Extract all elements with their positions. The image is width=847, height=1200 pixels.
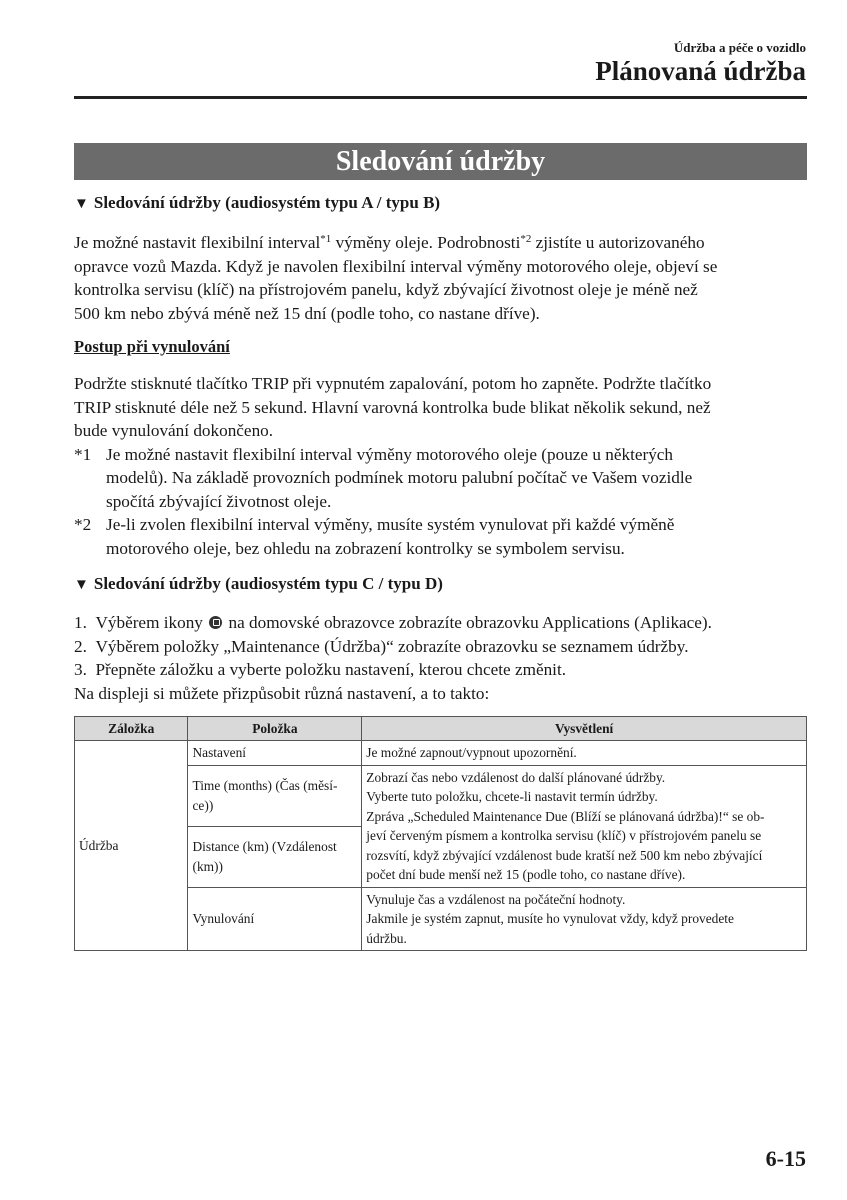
step-number: 1. — [74, 613, 87, 632]
desc-line: rozsvítí, když zbývající vzdálenost bude kratší než 500 km nebo zbývající — [366, 847, 763, 863]
footnote-ref: *2 — [520, 233, 532, 245]
column-header: Vysvětlení — [362, 717, 807, 741]
step-1 — [74, 611, 809, 635]
item-cell — [188, 765, 362, 826]
item-line: ce)) — [192, 797, 214, 813]
column-header: Položka — [188, 717, 362, 741]
intro-line: kontrolka servisu (klíč) na přístrojovém panelu, když zbývající životnost oleje je méně než — [74, 280, 698, 299]
maintenance-settings-table — [74, 716, 807, 951]
step-text: Přepněte záložku a vyberte položku nastavení, kterou chcete změnit. — [95, 660, 567, 679]
intro-text: Je možné nastavit flexibilní interval — [74, 233, 321, 252]
triangle-bullet-icon: ▼ — [74, 196, 89, 212]
footnote-ref: *1 — [320, 233, 332, 245]
step-2 — [74, 635, 809, 659]
subheading-type-ab-text: Sledování údržby (audiosystém typu A / typu B) — [93, 193, 441, 212]
desc-cell — [362, 765, 807, 887]
running-head: Údržba a péče o vozidlo — [673, 40, 806, 55]
table-header-row — [75, 717, 807, 741]
intro-text: výměny oleje. Podrobnosti — [331, 233, 521, 252]
item-line: Time (months) (Čas (měsí- — [192, 778, 338, 793]
desc-line: Vynuluje čas a vzdálenost na počáteční hodnoty. — [366, 891, 626, 907]
desc-line: Je možné zapnout/vypnout upozornění. — [366, 745, 577, 760]
step-text: Výběrem položky „Maintenance (Údržba)“ zobrazíte obrazovku se seznamem údržby. — [95, 636, 689, 656]
desc-line: údržbu. — [366, 930, 407, 946]
header-rule — [74, 96, 807, 99]
subheading-type-ab — [74, 193, 440, 213]
footnote-text: Je-li zvolen flexibilní interval výměny, musíte systém vynulovat při každé výměně — [106, 515, 675, 534]
footnote-1 — [74, 443, 809, 467]
step-text: na domovské obrazovce zobrazíte obrazovku Applications (Aplikace). — [228, 613, 712, 632]
section-banner — [74, 143, 807, 180]
reset-line: Podržte stisknuté tlačítko TRIP při vypnutém zapalování, potom ho zapněte. Podržte tlačítko — [74, 374, 712, 393]
footnote-mark: *2 — [74, 515, 92, 534]
reset-procedure-heading: Postup při vynulování — [74, 337, 230, 356]
footnote-2 — [74, 513, 809, 537]
column-header: Záložka — [75, 717, 188, 741]
subheading-type-cd — [74, 574, 443, 594]
settings-intro: Na displeji si můžete přizpůsobit různá nastavení, a to takto: — [74, 683, 490, 703]
step-number: 2. — [74, 636, 87, 656]
desc-line: jeví červeným písmem a kontrolka servisu (klíč) v přístrojovém panelu se — [366, 828, 762, 843]
desc-cell — [362, 741, 807, 766]
intro-paragraph — [74, 231, 809, 325]
item-line: (km)) — [192, 858, 223, 874]
intro-line: 500 km nebo zbývá méně než 15 dní (podle toho, co nastane dříve). — [74, 303, 540, 323]
intro-text: zjistíte u autorizovaného — [531, 233, 705, 252]
subheading-type-cd-text: Sledování údržby (audiosystém typu C / typu D) — [93, 574, 443, 593]
footnote-text: spočítá zbývající životnost oleje. — [106, 491, 332, 511]
footnote-mark: *1 — [74, 444, 92, 464]
desc-line: Vyberte tuto položku, chcete-li nastavit termín údržby. — [366, 789, 658, 804]
table-row — [75, 741, 807, 766]
section-title: Sledování údržby — [335, 145, 546, 177]
desc-line: Zpráva „Scheduled Maintenance Due (Blíží se plánovaná údržba)!“ se ob- — [366, 808, 765, 824]
reset-line: bude vynulování dokončeno. — [74, 421, 274, 440]
triangle-bullet-icon: ▼ — [74, 577, 89, 593]
step-3 — [74, 658, 809, 682]
item-cell: Vynulování — [188, 887, 362, 951]
footnote-text: modelů). Na základě provozních podmínek motoru palubní počítač ve Vašem vozidle — [106, 468, 693, 487]
intro-line: opravce vozů Mazda. Když je navolen flexibilní interval výměny motorového oleje, objeví se — [74, 256, 718, 276]
item-line: Distance (km) (Vzdálenost — [192, 839, 337, 854]
step-text: Výběrem ikony — [95, 613, 203, 632]
desc-line: Zobrazí čas nebo vzdálenost do další plánované údržby. — [366, 769, 666, 785]
steps-list — [74, 611, 809, 705]
reset-paragraph — [74, 372, 809, 560]
chapter-title: Plánovaná údržba — [595, 56, 806, 86]
item-cell — [188, 826, 362, 887]
intro-line — [74, 231, 809, 255]
applications-icon — [209, 616, 222, 629]
desc-line: počet dní bude menší než 15 (podle toho, co nastane dříve). — [366, 867, 686, 882]
tab-cell: Údržba — [75, 741, 188, 951]
desc-cell — [362, 887, 807, 951]
page-number: 6-15 — [765, 1146, 806, 1171]
item-cell: Nastavení — [188, 741, 362, 766]
reset-line: TRIP stisknuté déle než 5 sekund. Hlavní varovná kontrolka bude blikat několik sekund, než — [74, 397, 711, 417]
footnote-text: motorového oleje, bez ohledu na zobrazení kontrolky se symbolem servisu. — [106, 538, 625, 558]
footnote-text: Je možné nastavit flexibilní interval výměny motorového oleje (pouze u některých — [106, 444, 674, 464]
desc-line: Jakmile je systém zapnut, musíte ho vynulovat vždy, když provedete — [366, 911, 734, 926]
step-number: 3. — [74, 660, 87, 679]
